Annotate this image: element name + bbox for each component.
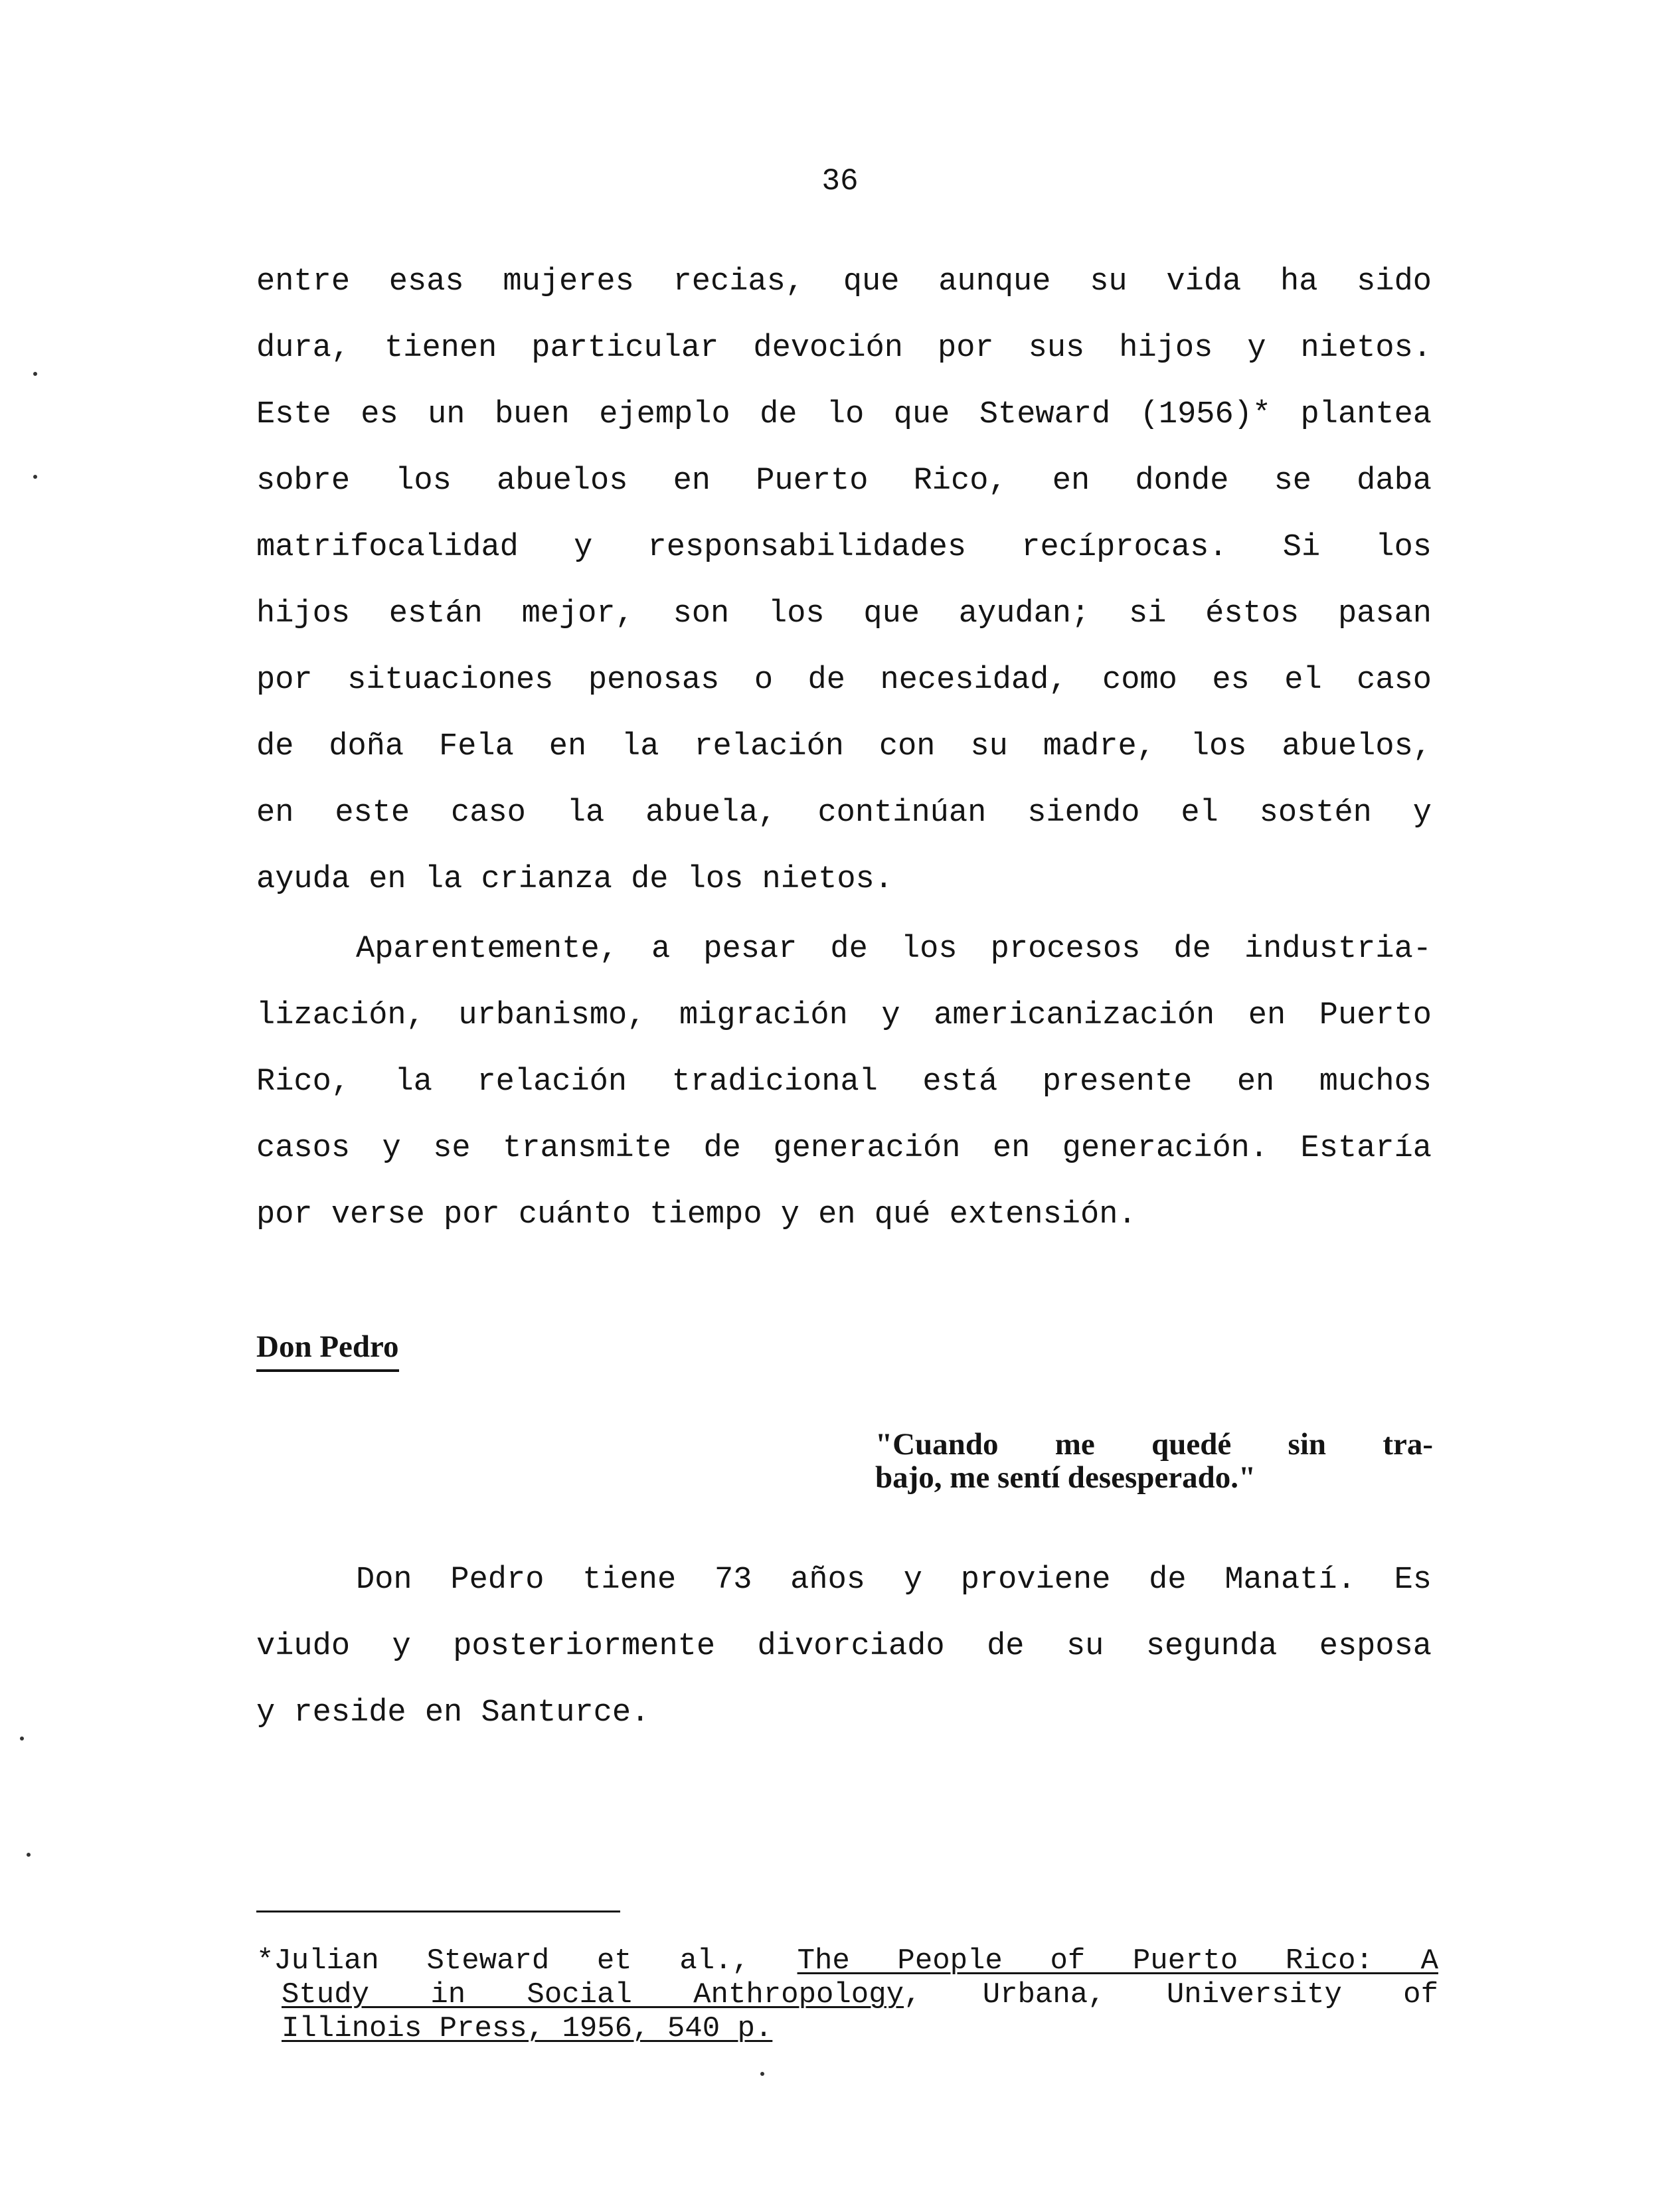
- text-line: y reside en Santurce.: [256, 1695, 650, 1731]
- section-heading: Don Pedro: [256, 1327, 399, 1372]
- footnote: [256, 1944, 1438, 2046]
- quote-line: bajo, me sentí desesperado.": [875, 1460, 1256, 1495]
- scan-speck: [33, 475, 37, 479]
- scan-speck: [20, 1737, 24, 1741]
- footnote-author: *Julian Steward et al.,: [256, 1944, 750, 1978]
- text-line: hijos están mejor, son los que ayudan; si éstos pasan: [256, 596, 1432, 632]
- footnote-line-3: [256, 2012, 1438, 2046]
- footnote-line-2: [256, 1978, 1438, 2012]
- page-number: 36: [821, 164, 859, 199]
- scan-speck: [33, 372, 37, 376]
- footnote-imprint: Illinois Press, 1956, 540 p.: [282, 2012, 773, 2045]
- text-line: Este es un buen ejemplo de lo que Steward (1956)* plantea: [256, 397, 1432, 432]
- text-line: de doña Fela en la relación con su madre, los abuelos,: [256, 729, 1432, 764]
- footnote-line-1: [256, 1944, 1438, 1978]
- body-paragraph-3: [256, 1547, 1432, 1746]
- text-line: sobre los abuelos en Puerto Rico, en donde se daba: [256, 464, 1432, 499]
- scan-speck: [760, 2072, 764, 2076]
- text-line: ayuda en la crianza de los nietos.: [256, 862, 893, 897]
- text-line: Don Pedro tiene 73 años y proviene de Manatí. Es: [356, 1563, 1432, 1598]
- text-line: Rico, la relación tradicional está presente en muchos: [256, 1064, 1432, 1100]
- quote-line: "Cuando me quedé sin tra-: [875, 1427, 1433, 1462]
- epigraph-quote: [875, 1428, 1433, 1494]
- body-paragraph-1: [256, 249, 1432, 913]
- text-line: casos y se transmite de generación en generación. Estaría: [256, 1131, 1432, 1166]
- footnote-title-part-2: Study in Social Anthropology: [282, 1978, 904, 2011]
- text-line: por situaciones penosas o de necesidad, como es el caso: [256, 663, 1432, 698]
- text-line: Aparentemente, a pesar de los procesos de industria-: [356, 932, 1432, 967]
- text-line: viudo y posteriormente divorciado de su segunda esposa: [256, 1629, 1432, 1664]
- text-line: en este caso la abuela, continúan siendo el sostén y: [256, 796, 1432, 831]
- footnote-publisher: , Urbana, University of: [904, 1978, 1438, 2011]
- text-line: matrifocalidad y responsabilidades recíprocas. Si los: [256, 530, 1432, 565]
- text-line: dura, tienen particular devoción por sus hijos y nietos.: [256, 331, 1432, 366]
- scan-speck: [27, 1853, 31, 1857]
- footnote-title-part-1: The People of Puerto Rico: A: [797, 1944, 1438, 1978]
- text-line: lización, urbanismo, migración y americanización en Puerto: [256, 998, 1432, 1033]
- footnote-divider: [256, 1911, 620, 1912]
- body-paragraph-2: [256, 916, 1432, 1248]
- text-line: por verse por cuánto tiempo y en qué extensión.: [256, 1197, 1137, 1232]
- text-line: entre esas mujeres recias, que aunque su vida ha sido: [256, 264, 1432, 299]
